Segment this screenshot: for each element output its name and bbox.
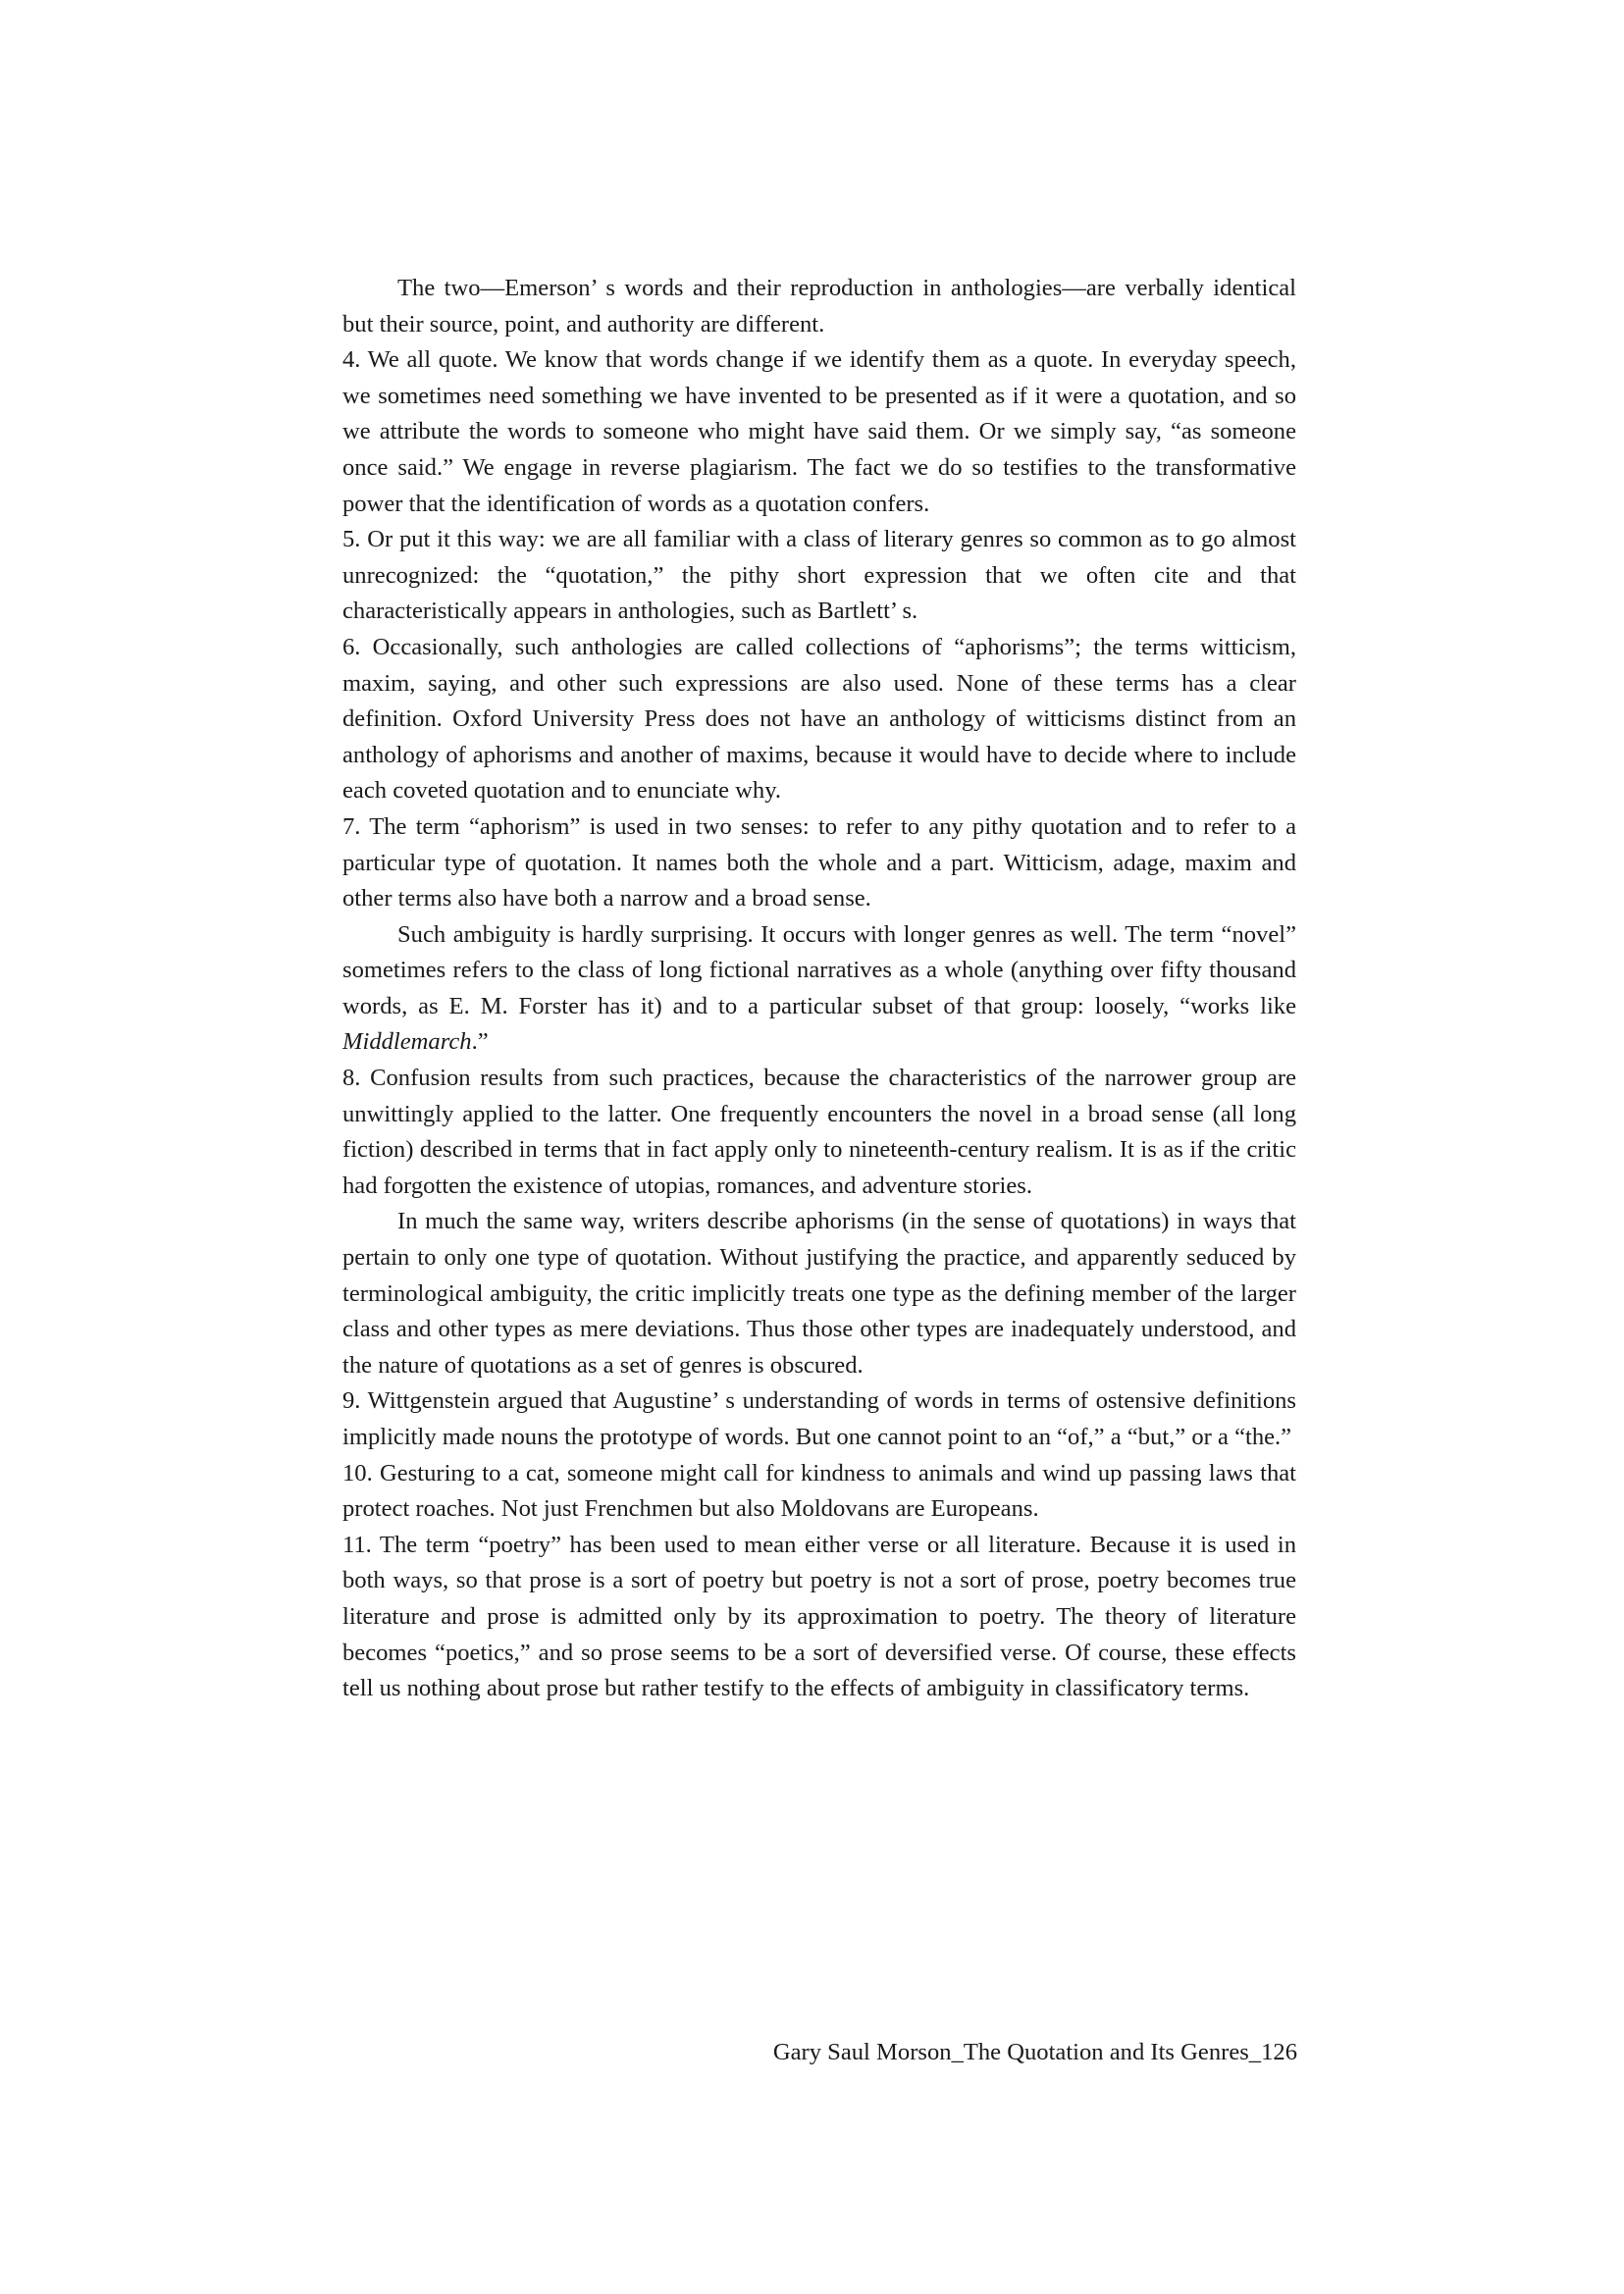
paragraph-11-poetry: 11. The term “poetry” has been used to mean either verse or all literature. Because it is used in both ways, so that prose is a sort of poetry but poetry is not a sort of prose, poetry becomes true literature and prose is admitted only by its approximation to poetry. The theory of literature becomes “poetics,” and so prose seems to be a sort of deversified verse. Of course, these effects tell us nothing about prose but rather testify to the effects of ambiguity in classificatory terms. [342, 1531, 1296, 1702]
paragraph-ambiguity-end: .” [471, 1028, 489, 1056]
body-text [342, 271, 1296, 1707]
paragraph-ambiguity-novel [342, 917, 1296, 1061]
paragraph-7-aphorism-term: 7. The term “aphorism” is used in two senses: to refer to any pithy quotation and to refer to a particular type of quotation. It names both the whole and a part. Witticism, adage, maxim and other terms also have both a narrow and a broad sense. [342, 812, 1296, 912]
paragraph-10-cat: 10. Gesturing to a cat, someone might call for kindness to animals and wind up passing laws that protect roaches. Not just Frenchmen but also Moldovans are Europeans. [342, 1459, 1296, 1523]
middlemarch-title: Middlemarch [342, 1028, 472, 1056]
paragraph-ambiguity-text: Such ambiguity is hardly surprising. It occurs with longer genres as well. The term “novel” sometimes refers to the class of long fictional narratives as a whole (anything over fifty thousand words, as E. M. Forster has it) and to a particular subset of that group: loosely, “works like [342, 920, 1296, 1019]
paragraph-4-we-all-quote: 4. We all quote. We know that words change if we identify them as a quote. In everyday speech, we sometimes need something we have invented to be presented as if it were a quotation, and so we attribute the words to someone who might have said them. Or we simply say, “as someone once said.” We engage in reverse plagiarism. The fact we do so testifies to the transformative power that the identification of words as a quotation confers. [342, 346, 1296, 517]
running-footer: Gary Saul Morson_The Quotation and Its Genres_126 [772, 2039, 1297, 2065]
paragraph-9-wittgenstein: 9. Wittgenstein argued that Augustine’ s understanding of words in terms of ostensive definitions implicitly made nouns the prototype of words. But one cannot point to an “of,” a “but,” or a “the.” [342, 1387, 1296, 1450]
paragraph-aphorisms-types: In much the same way, writers describe aphorisms (in the sense of quotations) in ways that pertain to only one type of quotation. Without justifying the practice, and apparently seduced by terminological ambiguity, the critic implicitly treats one type as the defining member of the larger class and other types as mere deviations. Thus those other types are inadequately understood, and the nature of quotations as a set of genres is obscured. [342, 1208, 1296, 1379]
paragraph-emerson: The two—Emerson’ s words and their reproduction in anthologies—are verbally identical but their source, point, and authority are different. [342, 275, 1296, 338]
paragraph-5-literary-genres: 5. Or put it this way: we are all familiar with a class of literary genres so common as to go almost unrecognized: the “quotation,” the pithy short expression that we often cite and that characteristically appears in anthologies, such as Bartlett’ s. [342, 526, 1296, 625]
paragraph-6-anthologies: 6. Occasionally, such anthologies are called collections of “aphorisms”; the terms witticism, maxim, saying, and other such expressions are also used. None of these terms has a clear definition. Oxford University Press does not have an anthology of witticisms distinct from an anthology of aphorisms and another of maxims, because it would have to decide where to include each coveted quotation and to enunciate why. [342, 633, 1296, 805]
paragraph-8-confusion: 8. Confusion results from such practices, because the characteristics of the narrower group are unwittingly applied to the latter. One frequently encounters the novel in a broad sense (all long fiction) described in terms that in fact apply only to nineteenth-century realism. It is as if the critic had forgotten the existence of utopias, romances, and adventure stories. [342, 1065, 1296, 1199]
